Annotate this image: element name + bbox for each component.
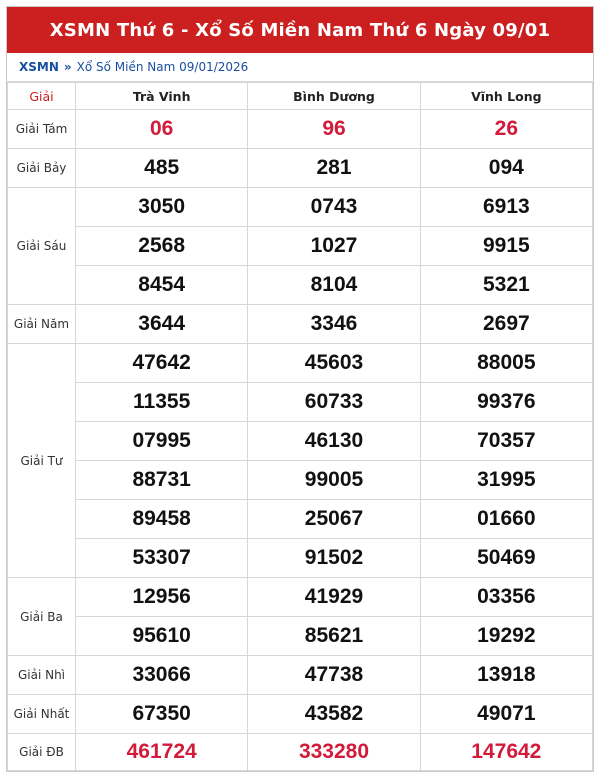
result-number: 89458 xyxy=(76,500,248,539)
result-number: 5321 xyxy=(420,266,592,305)
prize-label: Giải Bảy xyxy=(8,149,76,188)
table-row xyxy=(8,695,593,734)
prize-label: Giải Ba xyxy=(8,578,76,656)
result-number: 2697 xyxy=(420,305,592,344)
result-number: 46130 xyxy=(248,422,420,461)
table-row xyxy=(8,383,593,422)
result-number: 53307 xyxy=(76,539,248,578)
result-number: 31995 xyxy=(420,461,592,500)
result-number: 8104 xyxy=(248,266,420,305)
result-number: 43582 xyxy=(248,695,420,734)
table-row xyxy=(8,734,593,771)
prize-label: Giải Sáu xyxy=(8,188,76,305)
column-header-province: Bình Dương xyxy=(248,83,420,110)
result-number: 47642 xyxy=(76,344,248,383)
result-number: 96 xyxy=(248,110,420,149)
result-number: 88005 xyxy=(420,344,592,383)
table-row xyxy=(8,305,593,344)
table-row xyxy=(8,188,593,227)
result-number: 33066 xyxy=(76,656,248,695)
result-number: 11355 xyxy=(76,383,248,422)
result-number: 67350 xyxy=(76,695,248,734)
table-row xyxy=(8,461,593,500)
result-number: 95610 xyxy=(76,617,248,656)
result-number: 70357 xyxy=(420,422,592,461)
result-number: 19292 xyxy=(420,617,592,656)
table-row xyxy=(8,422,593,461)
result-number: 01660 xyxy=(420,500,592,539)
column-header-prize: Giải xyxy=(8,83,76,110)
result-number: 60733 xyxy=(248,383,420,422)
result-number: 91502 xyxy=(248,539,420,578)
result-number: 85621 xyxy=(248,617,420,656)
result-number: 0743 xyxy=(248,188,420,227)
result-number: 485 xyxy=(76,149,248,188)
prize-label: Giải Tư xyxy=(8,344,76,578)
column-header-province: Trà Vinh xyxy=(76,83,248,110)
table-row xyxy=(8,656,593,695)
result-number: 99376 xyxy=(420,383,592,422)
table-row xyxy=(8,539,593,578)
breadcrumb xyxy=(7,53,593,82)
prize-label: Giải Năm xyxy=(8,305,76,344)
result-number: 50469 xyxy=(420,539,592,578)
result-number: 06 xyxy=(76,110,248,149)
table-row xyxy=(8,578,593,617)
result-number: 094 xyxy=(420,149,592,188)
table-row xyxy=(8,227,593,266)
table-row xyxy=(8,617,593,656)
prize-label: Giải Tám xyxy=(8,110,76,149)
result-number: 333280 xyxy=(248,734,420,771)
result-number: 147642 xyxy=(420,734,592,771)
column-header-province: Vĩnh Long xyxy=(420,83,592,110)
result-number: 3644 xyxy=(76,305,248,344)
result-number: 12956 xyxy=(76,578,248,617)
result-number: 3346 xyxy=(248,305,420,344)
result-number: 9915 xyxy=(420,227,592,266)
result-number: 47738 xyxy=(248,656,420,695)
result-number: 3050 xyxy=(76,188,248,227)
table-row xyxy=(8,149,593,188)
result-number: 41929 xyxy=(248,578,420,617)
result-number: 03356 xyxy=(420,578,592,617)
result-number: 281 xyxy=(248,149,420,188)
result-number: 461724 xyxy=(76,734,248,771)
result-number: 2568 xyxy=(76,227,248,266)
result-number: 25067 xyxy=(248,500,420,539)
page-title: XSMN Thứ 6 - Xổ Số Miền Nam Thứ 6 Ngày 09/01 xyxy=(7,7,593,53)
breadcrumb-separator: » xyxy=(63,60,72,74)
table-row xyxy=(8,110,593,149)
result-number: 6913 xyxy=(420,188,592,227)
breadcrumb-root-link[interactable]: XSMN xyxy=(19,60,59,74)
table-row xyxy=(8,266,593,305)
result-number: 13918 xyxy=(420,656,592,695)
result-number: 45603 xyxy=(248,344,420,383)
result-number: 8454 xyxy=(76,266,248,305)
prize-label: Giải ĐB xyxy=(8,734,76,771)
prize-label: Giải Nhì xyxy=(8,656,76,695)
result-number: 88731 xyxy=(76,461,248,500)
results-table xyxy=(7,82,593,771)
result-number: 26 xyxy=(420,110,592,149)
breadcrumb-current-link[interactable]: Xổ Số Miền Nam 09/01/2026 xyxy=(76,60,249,74)
result-number: 99005 xyxy=(248,461,420,500)
results-panel xyxy=(6,6,594,772)
table-row xyxy=(8,344,593,383)
table-row xyxy=(8,500,593,539)
table-header-row xyxy=(8,83,593,110)
result-number: 1027 xyxy=(248,227,420,266)
result-number: 07995 xyxy=(76,422,248,461)
prize-label: Giải Nhất xyxy=(8,695,76,734)
result-number: 49071 xyxy=(420,695,592,734)
